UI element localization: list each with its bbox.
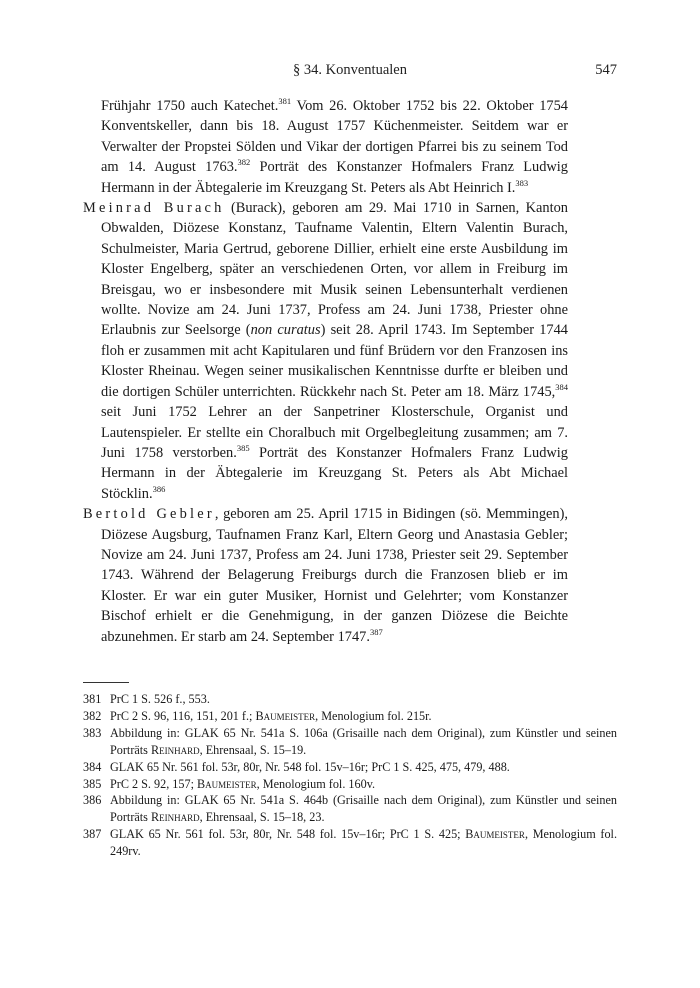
footnote — [83, 691, 617, 708]
footnote-text: Abbildung in: GLAK 65 Nr. 541a S. 106a (Grisaille nach dem Original), zum Künstler und seinen Porträts — [110, 725, 617, 757]
footnote-text: GLAK 65 Nr. 561 fol. 53r, 80r, Nr. 548 fol. 15v–16r; PrC 1 S. 425, 475, 479, 488. — [110, 759, 510, 774]
footnote-ref: 384 — [555, 381, 568, 392]
footnote-ref: 382 — [237, 157, 251, 168]
footnote-ref: 383 — [515, 177, 529, 188]
text-run: (Burack), geboren am 29. Mai 1710 in Sarnen, Kanton Obwalden, Diözese Konstanz, Taufname Valentin, Eltern Valentin Burach, Schulmeister, Maria Gertrud, geborene Dillier, erhielt eine erste Ausbildung im Kloster Engelberg, später an verschiedenen Orten, vor allem in Freiburg im Breisgau, wo er insbesondere mit Musik seinen Lebensunterhalt verdienen wollte. Novize am 24. Juni 1737, Profess am 24. Juni 1738, Priester ohne Erlaubnis zur Seelsorge ( — [101, 200, 568, 339]
author-name: Baumeister — [465, 827, 525, 842]
footnote-number: 382 — [83, 708, 102, 723]
section-title: § 34. Konventualen — [293, 62, 407, 78]
author-name: Baumeister — [197, 776, 257, 791]
footnote — [83, 826, 617, 860]
footnote-separator — [83, 682, 129, 683]
entry-meinrad-burach — [83, 198, 568, 504]
footnote-ref: 381 — [278, 96, 292, 107]
italic-term: non curatus — [250, 322, 321, 339]
text-run: ) seit 28. April 1743. Im September 1744 floh er zusammen mit acht Kapitularen und fünf Brüdern vor den Franzosen ins Kloster Rheinau. Wegen seiner musikalischen Kenntnisse durfte er bleiben und die dortigen Schüler unterrichten. Rückkehr nach St. Peter am 18. März 1745, — [101, 322, 568, 400]
page-number: 547 — [595, 62, 617, 78]
footnote-number: 384 — [83, 759, 102, 774]
footnote-text: , Menologium fol. 249rv. — [110, 827, 617, 859]
author-name: Reinhard — [150, 742, 200, 757]
main-text — [83, 96, 568, 647]
text-run: Porträt des Konstanzer Hofmalers Franz Ludwig Hermann in der Äbtegalerie im Kreuzgang St. Peters als Abt Heinrich I. — [101, 159, 568, 196]
entry-continued — [83, 96, 568, 198]
footnote — [83, 776, 617, 793]
text-run: seit Juni 1752 Lehrer an der Sanpetriner Klosterschule, Organist und Lautenspieler. Er stellte ein Choralbuch mit Orgelbegleitung zusammen; am 7. Juni 1758 verstorben. — [101, 404, 568, 461]
footnote-text: PrC 1 S. 526 f., 553. — [110, 692, 210, 706]
footnote-ref: 387 — [369, 626, 383, 637]
text-run: , geboren am 25. April 1715 in Bidingen (sö. Memmingen), Diözese Augsburg, Taufnamen Franz Karl, Eltern Georg und Anastasia Gebler; Novize am 24. Juni 1737, Profess am 24. Juni 1738, Priester seit 29. September 1743. Während der Belagerung Freiburgs durch die Franzosen blieb er im Kloster. Er war ein guter Musiker, Hornist und Gelehrter; vom Konstanzer Bischof erhielt er die Genehmigung, in der ganzen Diözese die Beichte abzunehmen. Er starb am 24. September 1747. — [101, 506, 568, 645]
person-name: Meinrad Burach — [83, 200, 225, 217]
footnote-number: 386 — [83, 793, 102, 808]
footnote-text: GLAK 65 Nr. 561 fol. 53r, 80r, Nr. 548 fol. 15v–16r; PrC 1 S. 425; — [110, 827, 466, 842]
footnote-number: 387 — [83, 827, 102, 842]
footnote-text: , Ehrensaal, S. 15–19. — [199, 742, 307, 757]
footnote-text: , Menologium fol. 160v. — [256, 776, 376, 791]
entry-bertold-gebler — [83, 504, 568, 647]
text-run: Porträt des Konstanzer Hofmalers Franz Ludwig Hermann in der Äbtegalerie im Kreuzgang St. Peters als Abt Michael Stöcklin. — [101, 444, 568, 502]
footnote-ref: 385 — [236, 443, 250, 454]
text-run: Frühjahr 1750 auch Katechet. — [101, 98, 279, 114]
footnote — [83, 725, 617, 759]
footnotes — [83, 691, 617, 860]
footnote-text: Abbildung in: GLAK 65 Nr. 541a S. 464b (Grisaille nach dem Original), zum Künstler und seinen Porträts — [110, 793, 617, 825]
footnote — [83, 708, 617, 725]
footnote-text: , Ehrensaal, S. 15–18, 23. — [199, 810, 325, 825]
author-name: Baumeister — [255, 708, 316, 723]
footnote-number: 381 — [83, 692, 102, 706]
footnote-number: 383 — [83, 725, 102, 740]
footnote — [83, 792, 617, 826]
author-name: Reinhard — [150, 810, 200, 825]
footnote-text: PrC 2 S. 96, 116, 151, 201 f.; — [110, 708, 256, 723]
running-header — [83, 62, 617, 82]
footnote-number: 385 — [83, 776, 102, 791]
footnote-ref: 386 — [152, 483, 166, 494]
text-run: Vom 26. Oktober 1752 bis 22. Oktober 1754 Konventskeller, dann bis 18. August 1757 Küchenmeister. Seitdem war er Verwalter der Propstei Sölden und Vikar der dortigen Pfarrei bis zu seinem Tod am 14. August 1763. — [101, 98, 569, 176]
footnote — [83, 759, 617, 776]
footnote-text: PrC 2 S. 92, 157; — [110, 776, 198, 791]
person-name: Bertold Gebler — [83, 506, 215, 523]
footnote-text: , Menologium fol. 215r. — [315, 708, 432, 723]
